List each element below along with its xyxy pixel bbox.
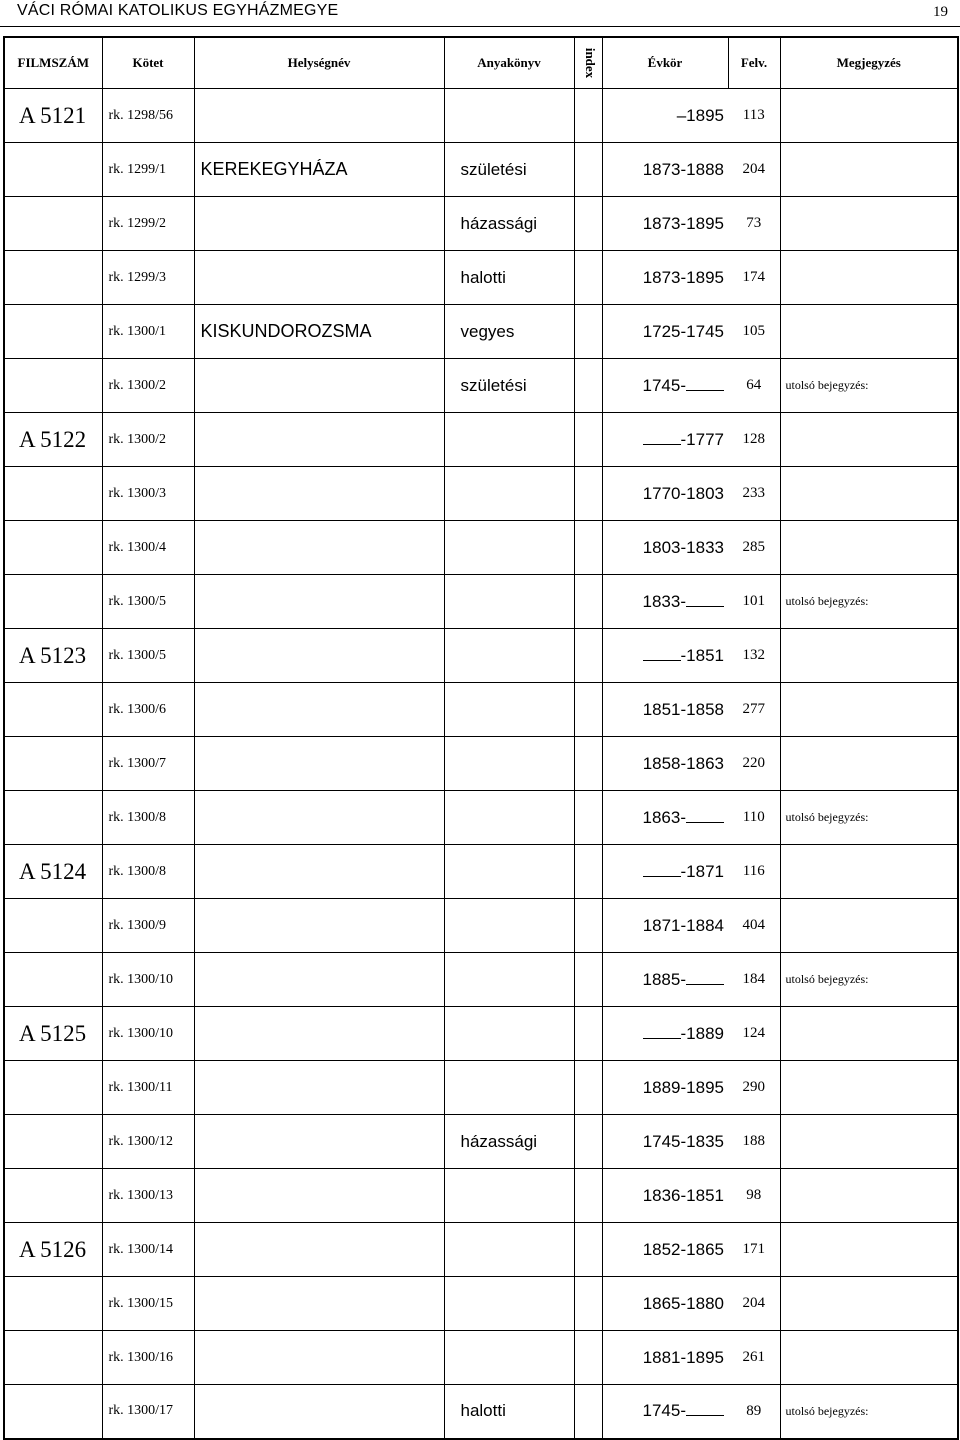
table-row [4,1169,958,1223]
film-number [4,305,102,359]
index-cell [574,1223,602,1277]
frame-count-cell: 174 [728,251,780,305]
index-cell [574,1277,602,1331]
note-cell [780,467,958,521]
note-cell [780,413,958,467]
register-type-cell [444,1277,574,1331]
frame-count-cell: 105 [728,305,780,359]
note-cell [780,251,958,305]
page-number: 19 [933,4,948,20]
frame-count-cell: 128 [728,413,780,467]
year-range-text: 1803-1833 [642,537,724,557]
film-number [4,1385,102,1439]
index-cell [574,305,602,359]
blank-line [686,808,724,823]
place-name-cell [194,1223,444,1277]
note-cell [780,1061,958,1115]
register-type-cell [444,1223,574,1277]
place-name-cell [194,1385,444,1439]
index-cell [574,791,602,845]
index-cell [574,845,602,899]
volume-cell: rk. 1300/14 [102,1223,194,1277]
place-name-cell [194,89,444,143]
year-range-cell [602,845,728,899]
table-row [4,629,958,683]
table-row [4,359,958,413]
year-range-text: 1833- [642,591,686,611]
table-row [4,251,958,305]
volume-cell: rk. 1300/17 [102,1385,194,1439]
volume-cell: rk. 1300/2 [102,359,194,413]
frame-count-cell: 113 [728,89,780,143]
col-header-felv: Felv. [728,37,780,89]
frame-count-cell: 98 [728,1169,780,1223]
volume-cell: rk. 1300/2 [102,413,194,467]
table-row [4,1007,958,1061]
year-range-text: 1871-1884 [642,915,724,935]
index-cell [574,359,602,413]
index-cell [574,1331,602,1385]
year-range-cell [602,1277,728,1331]
year-range-cell [602,359,728,413]
year-range-cell [602,1169,728,1223]
index-cell [574,1061,602,1115]
index-cell [574,683,602,737]
year-range-cell [602,899,728,953]
note-cell [780,1223,958,1277]
note-cell [780,1331,958,1385]
year-range-text: 1873-1895 [642,267,724,287]
index-cell [574,143,602,197]
register-type-cell [444,1331,574,1385]
register-type-cell [444,899,574,953]
header-divider [0,26,960,27]
table-row [4,413,958,467]
table-header-row [4,37,958,89]
year-range-cell [602,1223,728,1277]
note-cell: utolsó bejegyzés: [780,791,958,845]
table-row [4,1115,958,1169]
volume-cell: rk. 1300/11 [102,1061,194,1115]
volume-cell: rk. 1300/7 [102,737,194,791]
table-row [4,1061,958,1115]
year-range-cell [602,629,728,683]
volume-cell: rk. 1298/56 [102,89,194,143]
col-header-index [574,37,602,89]
volume-cell: rk. 1299/2 [102,197,194,251]
index-cell [574,89,602,143]
diocese-title: VÁCI RÓMAI KATOLIKUS EGYHÁZMEGYE [17,2,339,19]
year-range-cell [602,575,728,629]
year-range-cell [602,305,728,359]
note-cell [780,521,958,575]
index-cell [574,413,602,467]
film-number [4,251,102,305]
note-cell [780,89,958,143]
register-type-cell: halotti [444,251,574,305]
year-range-text: 1770-1803 [642,483,724,503]
register-type-cell [444,845,574,899]
table-row [4,305,958,359]
table-row [4,953,958,1007]
volume-cell: rk. 1300/4 [102,521,194,575]
year-range-cell [602,1115,728,1169]
index-cell [574,575,602,629]
table-row [4,1331,958,1385]
film-number [4,791,102,845]
year-range-text: 1745- [642,375,686,395]
year-range-cell [602,197,728,251]
index-cell [574,1007,602,1061]
table-row [4,845,958,899]
table-row [4,575,958,629]
frame-count-cell: 171 [728,1223,780,1277]
volume-cell: rk. 1300/3 [102,467,194,521]
frame-count-cell: 124 [728,1007,780,1061]
table-row [4,899,958,953]
note-cell: utolsó bejegyzés: [780,953,958,1007]
page-header [0,0,960,24]
place-name-cell: KEREKEGYHÁZA [194,143,444,197]
film-number [4,197,102,251]
col-header-kotet: Kötet [102,37,194,89]
film-number [4,467,102,521]
volume-cell: rk. 1300/16 [102,1331,194,1385]
frame-count-cell: 233 [728,467,780,521]
film-number [4,953,102,1007]
table-row [4,1277,958,1331]
frame-count-cell: 64 [728,359,780,413]
note-cell [780,1277,958,1331]
blank-line [643,430,681,445]
blank-line [686,970,724,985]
film-number: A 5123 [4,629,102,683]
note-cell [780,1007,958,1061]
register-type-cell [444,1061,574,1115]
year-range-text: –1895 [676,105,724,125]
frame-count-cell: 73 [728,197,780,251]
film-number [4,1277,102,1331]
note-cell [780,1115,958,1169]
year-range-cell [602,683,728,737]
volume-cell: rk. 1300/5 [102,629,194,683]
index-cell [574,629,602,683]
place-name-cell [194,251,444,305]
frame-count-cell: 277 [728,683,780,737]
year-range-text: 1863- [642,807,686,827]
col-header-evkor: Évkör [602,37,728,89]
place-name-cell [194,1115,444,1169]
table-row [4,197,958,251]
register-type-cell [444,467,574,521]
frame-count-cell: 285 [728,521,780,575]
year-range-cell [602,89,728,143]
table-row [4,791,958,845]
volume-cell: rk. 1300/8 [102,791,194,845]
place-name-cell [194,521,444,575]
film-number [4,359,102,413]
film-number [4,737,102,791]
frame-count-cell: 116 [728,845,780,899]
register-type-cell [444,89,574,143]
blank-line [643,646,681,661]
place-name-cell [194,791,444,845]
year-range-text: 1873-1895 [642,213,724,233]
table-row [4,467,958,521]
place-name-cell [194,845,444,899]
year-range-text: 1885- [642,969,686,989]
year-range-cell [602,737,728,791]
register-type-cell: születési [444,143,574,197]
year-range-text: 1858-1863 [642,753,724,773]
frame-count-cell: 188 [728,1115,780,1169]
year-range-text: 1889-1895 [642,1077,724,1097]
film-number: A 5124 [4,845,102,899]
index-cell [574,953,602,1007]
film-number [4,575,102,629]
index-cell [574,737,602,791]
film-number [4,899,102,953]
frame-count-cell: 132 [728,629,780,683]
table-row [4,737,958,791]
register-table [3,36,959,1440]
register-type-cell: vegyes [444,305,574,359]
index-cell [574,1169,602,1223]
place-name-cell [194,1277,444,1331]
film-number [4,1061,102,1115]
place-name-cell [194,467,444,521]
year-range-text: 1852-1865 [642,1239,724,1259]
col-header-index-label: index [582,47,598,79]
table-row [4,143,958,197]
note-cell [780,1169,958,1223]
volume-cell: rk. 1300/9 [102,899,194,953]
col-header-megjegyzes: Megjegyzés [780,37,958,89]
film-number [4,1169,102,1223]
year-range-text: -1777 [680,429,724,449]
blank-line [686,376,724,391]
volume-cell: rk. 1300/1 [102,305,194,359]
note-cell: utolsó bejegyzés: [780,575,958,629]
col-header-helysegnev: Helységnév [194,37,444,89]
year-range-cell [602,467,728,521]
frame-count-cell: 204 [728,143,780,197]
film-number [4,1331,102,1385]
register-type-cell [444,413,574,467]
note-cell: utolsó bejegyzés: [780,359,958,413]
year-range-cell [602,143,728,197]
table-row [4,683,958,737]
place-name-cell [194,953,444,1007]
film-number [4,521,102,575]
table-row [4,89,958,143]
note-cell [780,629,958,683]
register-type-cell [444,791,574,845]
volume-cell: rk. 1300/10 [102,953,194,1007]
volume-cell: rk. 1299/3 [102,251,194,305]
volume-cell: rk. 1300/8 [102,845,194,899]
year-range-text: 1881-1895 [642,1347,724,1367]
year-range-cell [602,953,728,1007]
blank-line [643,1024,681,1039]
year-range-text: 1865-1880 [642,1293,724,1313]
film-number: A 5125 [4,1007,102,1061]
year-range-text: 1836-1851 [642,1185,724,1205]
note-cell [780,197,958,251]
year-range-text: 1725-1745 [642,321,724,341]
volume-cell: rk. 1300/6 [102,683,194,737]
volume-cell: rk. 1300/5 [102,575,194,629]
index-cell [574,899,602,953]
register-type-cell: házassági [444,197,574,251]
register-type-cell [444,575,574,629]
register-type-cell: házassági [444,1115,574,1169]
place-name-cell [194,737,444,791]
index-cell [574,467,602,521]
index-cell [574,1385,602,1439]
table-row [4,521,958,575]
place-name-cell [194,1007,444,1061]
year-range-text: 1851-1858 [642,699,724,719]
year-range-cell [602,791,728,845]
frame-count-cell: 89 [728,1385,780,1439]
year-range-cell [602,251,728,305]
film-number: A 5121 [4,89,102,143]
volume-cell: rk. 1300/13 [102,1169,194,1223]
index-cell [574,1115,602,1169]
year-range-cell [602,1061,728,1115]
frame-count-cell: 220 [728,737,780,791]
year-range-text: 1745-1835 [642,1131,724,1151]
register-type-cell: születési [444,359,574,413]
place-name-cell [194,197,444,251]
place-name-cell [194,1061,444,1115]
volume-cell: rk. 1299/1 [102,143,194,197]
frame-count-cell: 261 [728,1331,780,1385]
place-name-cell [194,683,444,737]
place-name-cell: KISKUNDOROZSMA [194,305,444,359]
register-type-cell [444,521,574,575]
blank-line [643,862,681,877]
table-row [4,1223,958,1277]
blank-line [686,592,724,607]
place-name-cell [194,629,444,683]
note-cell: utolsó bejegyzés: [780,1385,958,1439]
year-range-cell [602,1331,728,1385]
place-name-cell [194,1169,444,1223]
note-cell [780,305,958,359]
frame-count-cell: 290 [728,1061,780,1115]
film-number [4,683,102,737]
note-cell [780,683,958,737]
frame-count-cell: 204 [728,1277,780,1331]
register-type-cell [444,1169,574,1223]
place-name-cell [194,575,444,629]
year-range-cell [602,413,728,467]
film-number [4,143,102,197]
place-name-cell [194,359,444,413]
volume-cell: rk. 1300/12 [102,1115,194,1169]
place-name-cell [194,899,444,953]
col-header-filmszam: FILMSZÁM [4,37,102,89]
register-type-cell [444,1007,574,1061]
year-range-cell [602,1385,728,1439]
place-name-cell [194,1331,444,1385]
frame-count-cell: 404 [728,899,780,953]
year-range-text: -1871 [680,861,724,881]
register-type-cell [444,953,574,1007]
frame-count-cell: 101 [728,575,780,629]
table-row [4,1385,958,1439]
note-cell [780,845,958,899]
index-cell [574,251,602,305]
year-range-text: 1873-1888 [642,159,724,179]
col-header-anyakonyv: Anyakönyv [444,37,574,89]
film-number [4,1115,102,1169]
note-cell [780,737,958,791]
register-type-cell [444,629,574,683]
note-cell [780,143,958,197]
year-range-text: -1851 [680,645,724,665]
register-type-cell [444,737,574,791]
register-type-cell: halotti [444,1385,574,1439]
frame-count-cell: 110 [728,791,780,845]
film-number: A 5126 [4,1223,102,1277]
blank-line [686,1401,724,1416]
volume-cell: rk. 1300/15 [102,1277,194,1331]
year-range-cell [602,521,728,575]
volume-cell: rk. 1300/10 [102,1007,194,1061]
film-number: A 5122 [4,413,102,467]
index-cell [574,521,602,575]
frame-count-cell: 184 [728,953,780,1007]
place-name-cell [194,413,444,467]
year-range-text: -1889 [680,1023,724,1043]
index-cell [574,197,602,251]
note-cell [780,899,958,953]
register-type-cell [444,683,574,737]
year-range-text: 1745- [642,1401,686,1421]
year-range-cell [602,1007,728,1061]
